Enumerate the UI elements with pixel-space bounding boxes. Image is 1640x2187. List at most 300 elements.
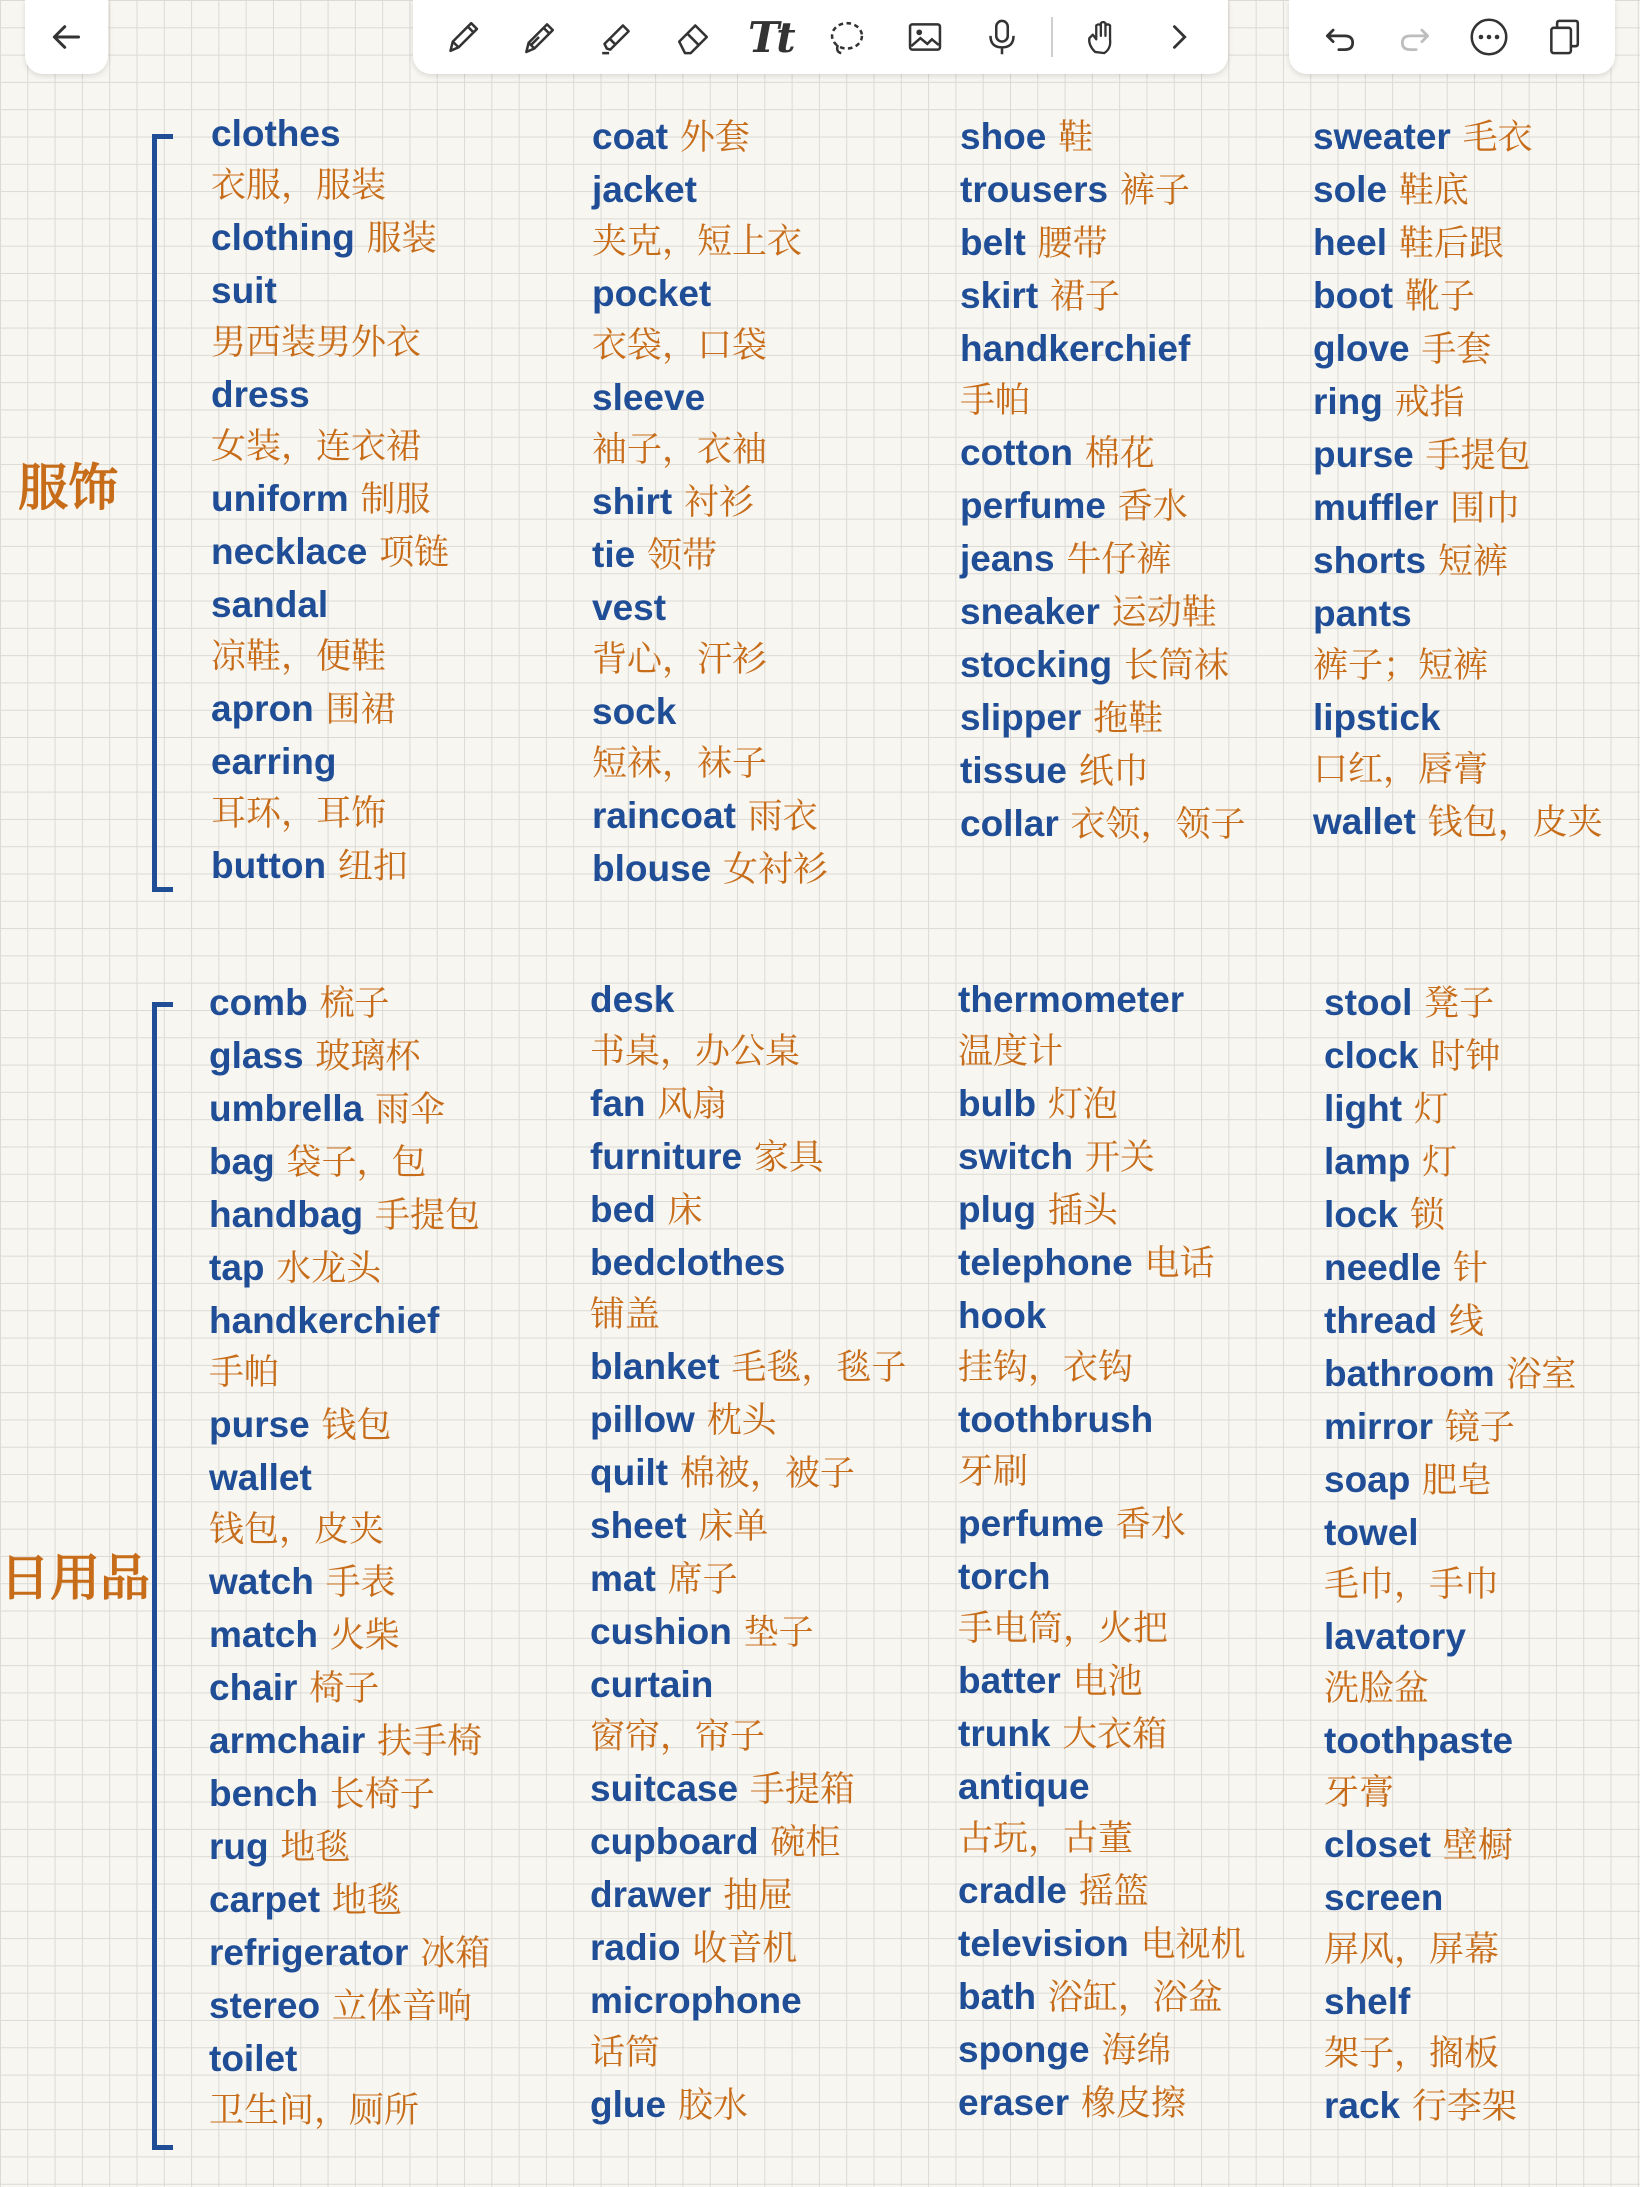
chinese-meaning: 靴子	[1404, 277, 1475, 317]
english-word: toilet	[209, 2038, 298, 2079]
chinese-meaning: 香水	[1117, 487, 1188, 527]
microphone-icon[interactable]	[974, 9, 1030, 65]
vocab-entry	[209, 1980, 490, 2033]
vocab-entry	[592, 372, 828, 476]
chinese-meaning: 肥皂	[1422, 1461, 1493, 1501]
english-word: radio	[590, 1927, 681, 1968]
english-word: bedclothes	[590, 1242, 786, 1283]
english-word: armchair	[209, 1720, 366, 1761]
vocab-entry	[211, 579, 449, 683]
vocab-entry	[209, 1189, 490, 1242]
chinese-meaning: 电话	[1144, 1244, 1215, 1284]
pen-icon[interactable]	[434, 9, 490, 65]
vocab-entry	[209, 1083, 490, 1136]
toolbar	[0, 0, 1640, 80]
vocab-entry	[211, 212, 449, 265]
vocab-entry	[1313, 376, 1603, 429]
vocab-entry	[958, 1708, 1245, 1761]
english-word: eraser	[958, 2082, 1070, 2123]
chinese-meaning: 女装，连衣裙	[211, 427, 422, 467]
english-word: needle	[1324, 1247, 1442, 1288]
chinese-meaning: 衣袋，口袋	[592, 326, 768, 366]
chinese-meaning: 手提箱	[749, 1770, 855, 1810]
vocab-entry	[590, 1394, 906, 1447]
vocab-entry	[209, 1136, 490, 1189]
chinese-meaning: 行李架	[1411, 2087, 1517, 2127]
vocab-entry	[209, 1609, 490, 1662]
english-word: light	[1324, 1088, 1403, 1129]
section-bracket	[152, 1002, 173, 2150]
english-word: boot	[1313, 275, 1394, 316]
english-word: thermometer	[958, 979, 1185, 1020]
vocab-entry	[1313, 535, 1603, 588]
english-word: bed	[590, 1189, 656, 1230]
highlighter-icon[interactable]	[588, 9, 644, 65]
english-word: sheet	[590, 1505, 687, 1546]
english-word: watch	[209, 1561, 314, 1602]
english-word: sneaker	[960, 591, 1100, 632]
chinese-meaning: 短袜，袜子	[592, 744, 768, 784]
vocab-entry	[211, 840, 449, 893]
chinese-meaning: 长筒袜	[1123, 646, 1229, 686]
chinese-meaning: 时钟	[1430, 1037, 1501, 1077]
chinese-meaning: 制服	[360, 480, 431, 520]
english-word: trousers	[960, 169, 1109, 210]
english-word: heel	[1313, 222, 1388, 263]
chinese-meaning: 收音机	[692, 1929, 798, 1969]
vocab-entry	[1313, 429, 1603, 482]
vocab-entry	[1324, 1454, 1576, 1507]
english-word: earring	[211, 741, 337, 782]
english-word: wallet	[209, 1457, 312, 1498]
back-arrow-icon[interactable]	[39, 9, 95, 65]
chinese-meaning: 钱包	[321, 1406, 392, 1446]
english-word: telephone	[958, 1242, 1133, 1283]
english-word: stool	[1324, 982, 1413, 1023]
vocab-entry	[590, 1341, 906, 1394]
chinese-meaning: 电池	[1072, 1662, 1143, 1702]
vocab-entry	[960, 323, 1246, 427]
english-word: sweater	[1313, 116, 1451, 157]
chinese-meaning: 短裤	[1437, 542, 1508, 582]
chinese-meaning: 男西装男外衣	[211, 323, 422, 363]
vocab-entry	[592, 790, 828, 843]
pencil-icon[interactable]	[511, 9, 567, 65]
chinese-meaning: 裙子	[1049, 277, 1120, 317]
english-word: rug	[209, 1826, 269, 1867]
vocab-entry	[958, 1971, 1245, 2024]
chinese-meaning: 服装	[366, 219, 437, 259]
vocab-entry	[590, 1500, 906, 1553]
chinese-meaning: 戒指	[1394, 383, 1465, 423]
english-word: torch	[958, 1556, 1051, 1597]
vocab-entry	[590, 1763, 906, 1816]
english-word: necklace	[211, 531, 368, 572]
chinese-meaning: 扶手椅	[377, 1722, 483, 1762]
english-word: lipstick	[1313, 697, 1441, 738]
vocab-entry	[209, 1242, 490, 1295]
chinese-meaning: 鞋	[1058, 118, 1094, 158]
english-word: thread	[1324, 1300, 1438, 1341]
chinese-meaning: 地毯	[331, 1881, 402, 1921]
vocab-entry	[1324, 1348, 1576, 1401]
english-word: microphone	[590, 1980, 802, 2021]
vocab-entry	[1324, 1242, 1576, 1295]
chinese-meaning: 浴缸，浴盆	[1047, 1978, 1223, 2018]
vocab-entry	[592, 529, 828, 582]
chinese-meaning: 口红，唇膏	[1313, 750, 1489, 790]
english-word: sock	[592, 691, 677, 732]
chinese-meaning: 家具	[753, 1138, 824, 1178]
chinese-meaning: 海绵	[1101, 2031, 1172, 2071]
word-column-2	[592, 111, 828, 896]
word-column-1	[209, 977, 490, 2137]
chinese-meaning: 雨衣	[747, 797, 818, 837]
english-word: screen	[1324, 1877, 1444, 1918]
chinese-meaning: 鞋底	[1398, 171, 1469, 211]
section-title: 服饰	[18, 459, 118, 517]
chinese-meaning: 摇篮	[1078, 1872, 1149, 1912]
vocab-entry	[958, 2077, 1245, 2130]
vocab-entry	[958, 1761, 1245, 1865]
english-word: cradle	[958, 1870, 1068, 1911]
chinese-meaning: 袋子，包	[286, 1143, 427, 1183]
vocab-entry	[958, 1078, 1245, 1131]
chinese-meaning: 床单	[698, 1507, 769, 1547]
english-word: fan	[590, 1083, 646, 1124]
word-column-4	[1324, 977, 1576, 2133]
vocab-entry	[209, 1452, 490, 1556]
chinese-meaning: 窗帘，帘子	[590, 1717, 766, 1757]
vocab-entry	[960, 586, 1246, 639]
toolbar-separator	[1051, 17, 1053, 57]
english-word: carpet	[209, 1879, 321, 1920]
chinese-meaning: 碗柜	[770, 1823, 841, 1863]
english-word: clothes	[211, 113, 341, 154]
section-bracket	[152, 134, 173, 892]
word-column-3	[960, 111, 1246, 851]
word-column-4	[1313, 111, 1603, 849]
english-word: furniture	[590, 1136, 743, 1177]
redo-icon[interactable]	[1387, 9, 1443, 65]
vocab-entry	[960, 111, 1246, 164]
vocab-entry	[1324, 2080, 1576, 2133]
vocab-entry	[1313, 164, 1603, 217]
english-word: mirror	[1324, 1406, 1433, 1447]
chinese-meaning: 卫生间，厕所	[209, 2091, 420, 2131]
chinese-meaning: 电视机	[1140, 1925, 1246, 1965]
chinese-meaning: 抽屉	[723, 1876, 794, 1916]
english-word: batter	[958, 1660, 1061, 1701]
chinese-meaning: 雨伞	[374, 1090, 445, 1130]
english-word: sponge	[958, 2029, 1090, 2070]
vocab-entry	[211, 736, 449, 840]
vocab-entry	[1313, 588, 1603, 692]
english-word: lavatory	[1324, 1616, 1466, 1657]
chinese-meaning: 手表	[325, 1563, 396, 1603]
chinese-meaning: 毛衣	[1462, 118, 1533, 158]
vocab-entry	[592, 164, 828, 268]
vocab-entry	[209, 977, 490, 1030]
vocab-entry	[590, 1922, 906, 1975]
vocab-entry	[1313, 482, 1603, 535]
chinese-meaning: 夹克，短上衣	[592, 222, 803, 262]
english-word: shorts	[1313, 540, 1427, 581]
english-word: towel	[1324, 1512, 1419, 1553]
english-word: shelf	[1324, 1981, 1411, 2022]
vocab-entry	[209, 1030, 490, 1083]
vocab-entry	[590, 974, 906, 1078]
chinese-meaning: 话筒	[590, 2033, 661, 2073]
english-word: hook	[958, 1295, 1047, 1336]
english-word: cotton	[960, 432, 1074, 473]
vocab-entry	[1313, 796, 1603, 849]
vocab-entry	[958, 1290, 1245, 1394]
text-tool-icon[interactable]	[742, 9, 798, 65]
chinese-meaning: 手帕	[209, 1353, 280, 1393]
vocab-entry	[960, 164, 1246, 217]
image-icon[interactable]	[897, 9, 953, 65]
chinese-meaning: 牙刷	[958, 1452, 1029, 1492]
chinese-meaning: 手帕	[960, 381, 1031, 421]
eraser-icon[interactable]	[665, 9, 721, 65]
english-word: drawer	[590, 1874, 712, 1915]
chinese-meaning: 耳环，耳饰	[211, 794, 387, 834]
english-word: tie	[592, 534, 636, 575]
vocab-entry	[592, 582, 828, 686]
english-word: pillow	[590, 1399, 695, 1440]
english-word: toothbrush	[958, 1399, 1154, 1440]
chinese-meaning: 领带	[646, 536, 717, 576]
vocab-entry	[1324, 977, 1576, 1030]
english-word: glove	[1313, 328, 1410, 369]
chinese-meaning: 棉被，被子	[679, 1454, 855, 1494]
vocab-entry	[1324, 1189, 1576, 1242]
english-word: button	[211, 845, 327, 886]
english-word: bench	[209, 1773, 318, 1814]
lasso-icon[interactable]	[819, 9, 875, 65]
vocab-entry	[592, 843, 828, 896]
chinese-meaning: 凳子	[1424, 984, 1495, 1024]
vocab-entry	[1324, 1083, 1576, 1136]
vocab-entry	[958, 974, 1245, 1078]
vocab-entry	[958, 1184, 1245, 1237]
english-word: suitcase	[590, 1768, 739, 1809]
chinese-meaning: 浴室	[1506, 1355, 1577, 1395]
english-word: plug	[958, 1189, 1037, 1230]
chinese-meaning: 牙膏	[1324, 1773, 1395, 1813]
chinese-meaning: 手套	[1421, 330, 1492, 370]
vocab-entry	[1324, 1872, 1576, 1976]
vocab-entry	[960, 745, 1246, 798]
vocab-entry	[590, 1184, 906, 1237]
chinese-meaning: 火柴	[329, 1616, 400, 1656]
vocab-entry	[211, 473, 449, 526]
english-word: match	[209, 1614, 318, 1655]
english-word: shirt	[592, 481, 673, 522]
chinese-meaning: 香水	[1115, 1505, 1186, 1545]
english-word: soap	[1324, 1459, 1411, 1500]
vocab-entry	[958, 1498, 1245, 1551]
vocab-entry	[1324, 1401, 1576, 1454]
word-column-2	[590, 974, 906, 2132]
word-column-1	[211, 108, 449, 893]
vocab-entry	[209, 1768, 490, 1821]
chinese-meaning: 壁橱	[1442, 1826, 1513, 1866]
english-word: refrigerator	[209, 1932, 409, 1973]
chinese-meaning: 古玩，古董	[958, 1819, 1134, 1859]
vocab-entry	[211, 526, 449, 579]
english-word: lock	[1324, 1194, 1399, 1235]
chevron-right-icon[interactable]	[1151, 9, 1207, 65]
english-word: comb	[209, 982, 308, 1023]
chinese-meaning: 玻璃杯	[315, 1037, 421, 1077]
english-word: clock	[1324, 1035, 1419, 1076]
chinese-meaning: 温度计	[958, 1032, 1064, 1072]
chinese-meaning: 垫子	[743, 1613, 814, 1653]
vocab-entry	[1324, 1976, 1576, 2080]
chinese-meaning: 椅子	[309, 1669, 380, 1709]
english-word: pants	[1313, 593, 1412, 634]
vocab-entry	[209, 1556, 490, 1609]
english-word: desk	[590, 979, 675, 1020]
english-word: trunk	[958, 1713, 1051, 1754]
right-tool-bar	[1289, 0, 1615, 74]
undo-icon[interactable]	[1312, 9, 1368, 65]
vocab-entry	[590, 1237, 906, 1341]
chinese-meaning: 钱包，皮夹	[209, 1510, 385, 1550]
english-word: coat	[592, 116, 669, 157]
vocab-entry	[960, 798, 1246, 851]
chinese-meaning: 纽扣	[337, 847, 408, 887]
chinese-meaning: 风扇	[657, 1085, 728, 1125]
english-word: handkerchief	[960, 328, 1191, 369]
vocab-entry	[592, 111, 828, 164]
vocab-entry	[590, 1078, 906, 1131]
vocab-entry	[1324, 1819, 1576, 1872]
section-title: 日用品	[0, 1549, 150, 1607]
chinese-meaning: 围巾	[1450, 489, 1521, 529]
pages-icon[interactable]	[1536, 9, 1592, 65]
chinese-meaning: 运动鞋	[1111, 593, 1217, 633]
vocab-entry	[1324, 1715, 1576, 1819]
vocab-entry	[209, 1662, 490, 1715]
vocab-entry	[1324, 1507, 1576, 1611]
english-word: sole	[1313, 169, 1388, 210]
chinese-meaning: 外套	[679, 118, 750, 158]
chinese-meaning: 女衬衫	[723, 850, 829, 890]
chinese-meaning: 纸巾	[1078, 752, 1149, 792]
english-word: wallet	[1313, 801, 1416, 842]
vocab-entry	[1313, 217, 1603, 270]
chinese-meaning: 毛毯，毯子	[731, 1348, 907, 1388]
vocab-entry	[960, 533, 1246, 586]
english-word: mat	[590, 1558, 656, 1599]
vocab-entry	[590, 1553, 906, 1606]
text-tool-label: Tt	[747, 12, 793, 62]
chinese-meaning: 手电筒，火把	[958, 1609, 1169, 1649]
vocab-entry	[1324, 1136, 1576, 1189]
english-word: slipper	[960, 697, 1082, 738]
english-word: pocket	[592, 273, 712, 314]
vocab-entry	[1313, 692, 1603, 796]
chinese-meaning: 长椅子	[329, 1775, 435, 1815]
vocab-entry	[209, 1874, 490, 1927]
english-word: raincoat	[592, 795, 736, 836]
chinese-meaning: 线	[1448, 1302, 1484, 1342]
vocab-entry	[958, 1237, 1245, 1290]
english-word: purse	[209, 1404, 310, 1445]
vocab-entry	[590, 1606, 906, 1659]
vocab-entry	[592, 686, 828, 790]
vocab-entry	[958, 2024, 1245, 2077]
vocab-entry	[590, 2079, 906, 2132]
vocab-entry	[209, 1821, 490, 1874]
english-word: stocking	[960, 644, 1113, 685]
english-word: suit	[211, 270, 277, 311]
english-word: cupboard	[590, 1821, 759, 1862]
chinese-meaning: 针	[1452, 1249, 1488, 1289]
chinese-meaning: 胶水	[677, 2086, 748, 2126]
english-word: sleeve	[592, 377, 706, 418]
chinese-meaning: 大衣箱	[1062, 1715, 1168, 1755]
hand-icon[interactable]	[1074, 9, 1130, 65]
english-word: handkerchief	[209, 1300, 440, 1341]
english-word: handbag	[209, 1194, 364, 1235]
english-word: closet	[1324, 1824, 1431, 1865]
chinese-meaning: 背心，汗衫	[592, 640, 768, 680]
vocab-entry	[592, 476, 828, 529]
chinese-meaning: 铺盖	[590, 1295, 661, 1335]
english-word: shoe	[960, 116, 1047, 157]
english-word: jeans	[960, 538, 1055, 579]
english-word: vest	[592, 587, 667, 628]
chinese-meaning: 鞋后跟	[1398, 224, 1504, 264]
english-word: blouse	[592, 848, 712, 889]
vocab-entry	[960, 427, 1246, 480]
chinese-meaning: 冰箱	[420, 1934, 491, 1974]
english-word: glass	[209, 1035, 304, 1076]
word-column-3	[958, 974, 1245, 2130]
vocab-entry	[211, 683, 449, 736]
chinese-meaning: 挂钩，衣钩	[958, 1348, 1134, 1388]
vocab-entry	[960, 217, 1246, 270]
chinese-meaning: 水龙头	[276, 1249, 382, 1289]
chinese-meaning: 手提包	[1425, 436, 1531, 476]
chinese-meaning: 项链	[379, 533, 450, 573]
vocab-entry	[209, 1927, 490, 1980]
english-word: umbrella	[209, 1088, 364, 1129]
vocab-entry	[209, 2033, 490, 2137]
english-word: collar	[960, 803, 1059, 844]
chinese-meaning: 裤子；短裤	[1313, 646, 1489, 686]
english-word: uniform	[211, 478, 349, 519]
vocab-entry	[960, 270, 1246, 323]
more-icon[interactable]	[1461, 9, 1517, 65]
vocab-entry	[958, 1394, 1245, 1498]
english-word: purse	[1313, 434, 1414, 475]
chinese-meaning: 裤子	[1119, 171, 1190, 211]
chinese-meaning: 围裙	[325, 690, 396, 730]
tool-bar	[413, 0, 1228, 74]
chinese-meaning: 插头	[1047, 1191, 1118, 1231]
english-word: chair	[209, 1667, 298, 1708]
vocab-entry	[209, 1715, 490, 1768]
english-word: dress	[211, 374, 310, 415]
chinese-meaning: 牛仔裤	[1066, 540, 1172, 580]
english-word: glue	[590, 2084, 667, 2125]
vocab-entry	[1324, 1611, 1576, 1715]
